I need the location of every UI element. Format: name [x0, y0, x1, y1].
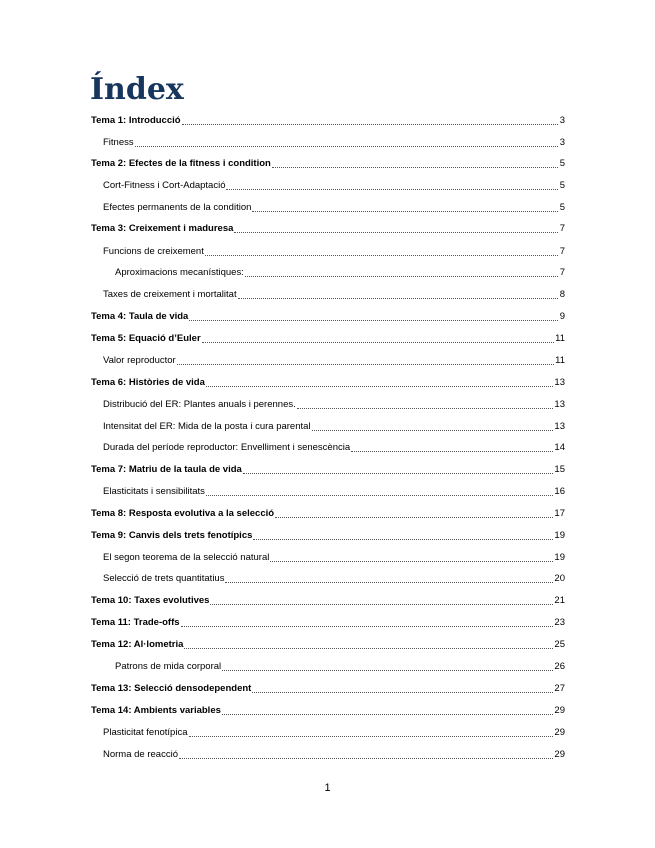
toc-entry-label [103, 202, 251, 214]
dot-leader [177, 363, 554, 365]
toc-chapter-entry[interactable] [91, 681, 565, 695]
toc-entry-label [103, 355, 176, 367]
toc-page-number: 23 [554, 617, 565, 628]
toc-entry-label [103, 246, 204, 258]
toc-section-title: Aproximacions mecanístiques: [115, 267, 244, 278]
page-title: Índex [90, 72, 184, 107]
toc-page-number: 7 [559, 267, 565, 278]
toc-section-entry[interactable] [103, 397, 565, 411]
toc-section-title: Taxes de creixement i mortalitat [103, 289, 237, 300]
toc-chapter-entry[interactable] [91, 637, 565, 651]
toc-entry-label [91, 115, 181, 127]
toc-chapter-title: Ambients variables [131, 705, 221, 716]
toc-section-entry[interactable] [115, 265, 565, 279]
toc-page-number: 13 [554, 399, 565, 410]
toc-section-title: Cort-Fitness i Cort-Adaptació [103, 180, 226, 191]
toc-entry-label [91, 683, 251, 695]
toc-chapter-entry[interactable] [91, 593, 565, 607]
dot-leader [205, 254, 558, 256]
dot-leader [275, 516, 553, 518]
toc-section-entry[interactable] [103, 135, 565, 149]
dot-leader [179, 757, 553, 759]
dot-leader [272, 166, 558, 168]
toc-entry-label [91, 508, 274, 520]
dot-leader [226, 188, 558, 190]
toc-entry-label [91, 158, 271, 170]
toc-chapter-title: Canvis dels trets fenotípics [126, 530, 253, 541]
dot-leader [189, 735, 554, 737]
toc-section-entry[interactable] [103, 550, 565, 564]
dot-leader [238, 297, 558, 299]
toc-page-number: 13 [554, 377, 565, 388]
toc-entry-label [103, 486, 205, 498]
toc-page-number: 3 [559, 115, 565, 126]
toc-page-number: 16 [554, 486, 565, 497]
toc-chapter-entry[interactable] [91, 506, 565, 520]
dot-leader [312, 429, 554, 431]
toc-entry-label [91, 311, 188, 323]
toc-chapter-title: Equació d’Euler [126, 333, 201, 344]
dot-leader [189, 319, 558, 321]
toc-page-number: 13 [554, 421, 565, 432]
dot-leader [182, 123, 558, 125]
dot-leader [245, 275, 558, 277]
toc-page-number: 7 [559, 223, 565, 234]
dot-leader [297, 407, 554, 409]
toc-chapter-number: Tema 3: [91, 223, 127, 234]
toc-chapter-title: Introducció [126, 115, 181, 126]
toc-page-number: 15 [554, 464, 565, 475]
toc-chapter-entry[interactable] [91, 703, 565, 717]
toc-page-number: 29 [554, 727, 565, 738]
dot-leader [243, 472, 554, 474]
toc-chapter-entry[interactable] [91, 528, 565, 542]
dot-leader [184, 647, 553, 649]
toc-page-number: 26 [554, 661, 565, 672]
toc-page-number: 14 [554, 442, 565, 453]
toc-entry-label [103, 399, 296, 411]
toc-page-number: 19 [554, 552, 565, 563]
toc-chapter-title: Històries de vida [126, 377, 205, 388]
toc-entry-label [103, 289, 237, 301]
toc-chapter-number: Tema 5: [91, 333, 127, 344]
toc-page-number: 11 [555, 355, 565, 366]
toc-chapter-entry[interactable] [91, 375, 565, 389]
dot-leader [252, 210, 558, 212]
dot-leader [206, 494, 554, 496]
toc-chapter-number: Tema 4: [91, 311, 127, 322]
toc-chapter-title: Trade-offs [130, 617, 180, 628]
toc-chapter-number: Tema 9: [91, 530, 127, 541]
toc-entry-label [103, 573, 224, 585]
toc-chapter-number: Tema 8: [91, 508, 127, 519]
toc-section-entry[interactable] [103, 287, 565, 301]
toc-page-number: 27 [554, 683, 565, 694]
toc-section-entry[interactable] [103, 440, 565, 454]
toc-section-entry[interactable] [103, 419, 565, 433]
toc-section-title: Intensitat del ER: Mida de la posta i cura parental [103, 421, 311, 432]
toc-chapter-title: Resposta evolutiva a la selecció [126, 508, 275, 519]
toc-chapter-entry[interactable] [91, 309, 565, 323]
toc-page-number: 7 [559, 246, 565, 257]
toc-section-entry[interactable] [103, 725, 565, 739]
toc-entry-label [103, 137, 134, 149]
toc-chapter-number: Tema 2: [91, 158, 127, 169]
toc-chapter-number: Tema 12: [91, 639, 132, 650]
toc-section-entry[interactable] [103, 484, 565, 498]
toc-chapter-number: Tema 7: [91, 464, 127, 475]
toc-section-title: El segon teorema de la selecció natural [103, 552, 270, 563]
toc-entry-label [91, 705, 221, 717]
toc-section-title: Norma de reacció [103, 749, 178, 760]
toc-section-title: Selecció de trets quantitatius [103, 573, 225, 584]
toc-chapter-title: Efectes de la fitness i condition [126, 158, 271, 169]
toc-entry-label [91, 639, 183, 651]
toc-section-entry[interactable] [103, 178, 565, 192]
dot-leader [135, 145, 558, 147]
dot-leader [222, 713, 554, 715]
toc-entry-label [115, 661, 221, 673]
toc-section-title: Plasticitat fenotípica [103, 727, 188, 738]
toc-entry-label [91, 333, 201, 345]
toc-entry-label [91, 617, 180, 629]
toc-chapter-entry[interactable] [91, 221, 565, 235]
toc-section-entry[interactable] [115, 659, 565, 673]
toc-entry-label [103, 749, 178, 761]
toc-section-entry[interactable] [103, 747, 565, 761]
toc-page-number: 5 [559, 158, 565, 169]
toc-chapter-title: Al·lometria [131, 639, 184, 650]
toc-chapter-title: Creixement i maduresa [126, 223, 234, 234]
toc-page-number: 29 [554, 705, 565, 716]
toc-section-title: Fitness [103, 137, 134, 148]
toc-chapter-entry[interactable] [91, 331, 565, 345]
toc-chapter-entry[interactable] [91, 113, 565, 127]
toc-chapter-number: Tema 14: [91, 705, 132, 716]
toc-chapter-entry[interactable] [91, 615, 565, 629]
toc-section-entry[interactable] [103, 571, 565, 585]
toc-page-number: 8 [559, 289, 565, 300]
toc-entry-label [91, 530, 252, 542]
dot-leader [253, 538, 553, 540]
toc-chapter-title: Taula de vida [126, 311, 189, 322]
toc-chapter-entry[interactable] [91, 462, 565, 476]
toc-section-title: Funcions de creixement [103, 246, 204, 257]
dot-leader [202, 341, 554, 343]
toc-entry-label [103, 552, 269, 564]
toc-entry-label [103, 442, 350, 454]
toc-page-number: 9 [559, 311, 565, 322]
toc-page-number: 3 [559, 137, 565, 148]
toc-section-entry[interactable] [103, 200, 565, 214]
toc-entry-label [91, 595, 209, 607]
toc-entry-label [103, 727, 188, 739]
toc-entry-label [91, 223, 233, 235]
dot-leader [225, 581, 553, 583]
toc-chapter-number: Tema 10: [91, 595, 132, 606]
dot-leader [252, 691, 553, 693]
toc-chapter-number: Tema 13: [91, 683, 132, 694]
toc-section-title: Efectes permanents de la condition [103, 202, 252, 213]
toc-entry-label [103, 180, 225, 192]
toc-section-entry[interactable] [103, 244, 565, 258]
toc-page-number: 5 [559, 202, 565, 213]
page-number: 1 [324, 782, 331, 794]
toc-section-title: Elasticitats i sensibilitats [103, 486, 205, 497]
toc-section-title: Durada del període reproductor: Envelliment i senescència [103, 442, 351, 453]
toc-chapter-title: Taxes evolutives [131, 595, 210, 606]
toc-section-title: Valor reproductor [103, 355, 176, 366]
dot-leader [206, 385, 554, 387]
toc-chapter-number: Tema 6: [91, 377, 127, 388]
toc-chapter-number: Tema 1: [91, 115, 127, 126]
dot-leader [234, 231, 558, 233]
toc-entry-label [91, 377, 205, 389]
toc-chapter-title: Selecció densodependent [131, 683, 252, 694]
dot-leader [270, 560, 553, 562]
toc-chapter-number: Tema 11: [91, 617, 131, 628]
toc-entry-label [103, 421, 311, 433]
toc-page-number: 17 [554, 508, 565, 519]
dot-leader [210, 603, 553, 605]
toc-entry-label [115, 267, 244, 279]
toc-page-number: 25 [554, 639, 565, 650]
toc-page-number: 29 [554, 749, 565, 760]
toc-page-number: 20 [554, 573, 565, 584]
toc-entry-label [91, 464, 242, 476]
toc-page-number: 19 [554, 530, 565, 541]
toc-chapter-entry[interactable] [91, 156, 565, 170]
toc-section-title: Patrons de mida corporal [115, 661, 222, 672]
toc-page-number: 5 [559, 180, 565, 191]
toc-page-number: 21 [554, 595, 565, 606]
dot-leader [351, 450, 553, 452]
dot-leader [181, 625, 554, 627]
toc-page-number: 11 [555, 333, 565, 344]
toc-section-entry[interactable] [103, 353, 565, 367]
toc-chapter-title: Matriu de la taula de vida [126, 464, 242, 475]
toc-section-title: Distribució del ER: Plantes anuals i perennes. [103, 399, 296, 410]
dot-leader [222, 669, 553, 671]
